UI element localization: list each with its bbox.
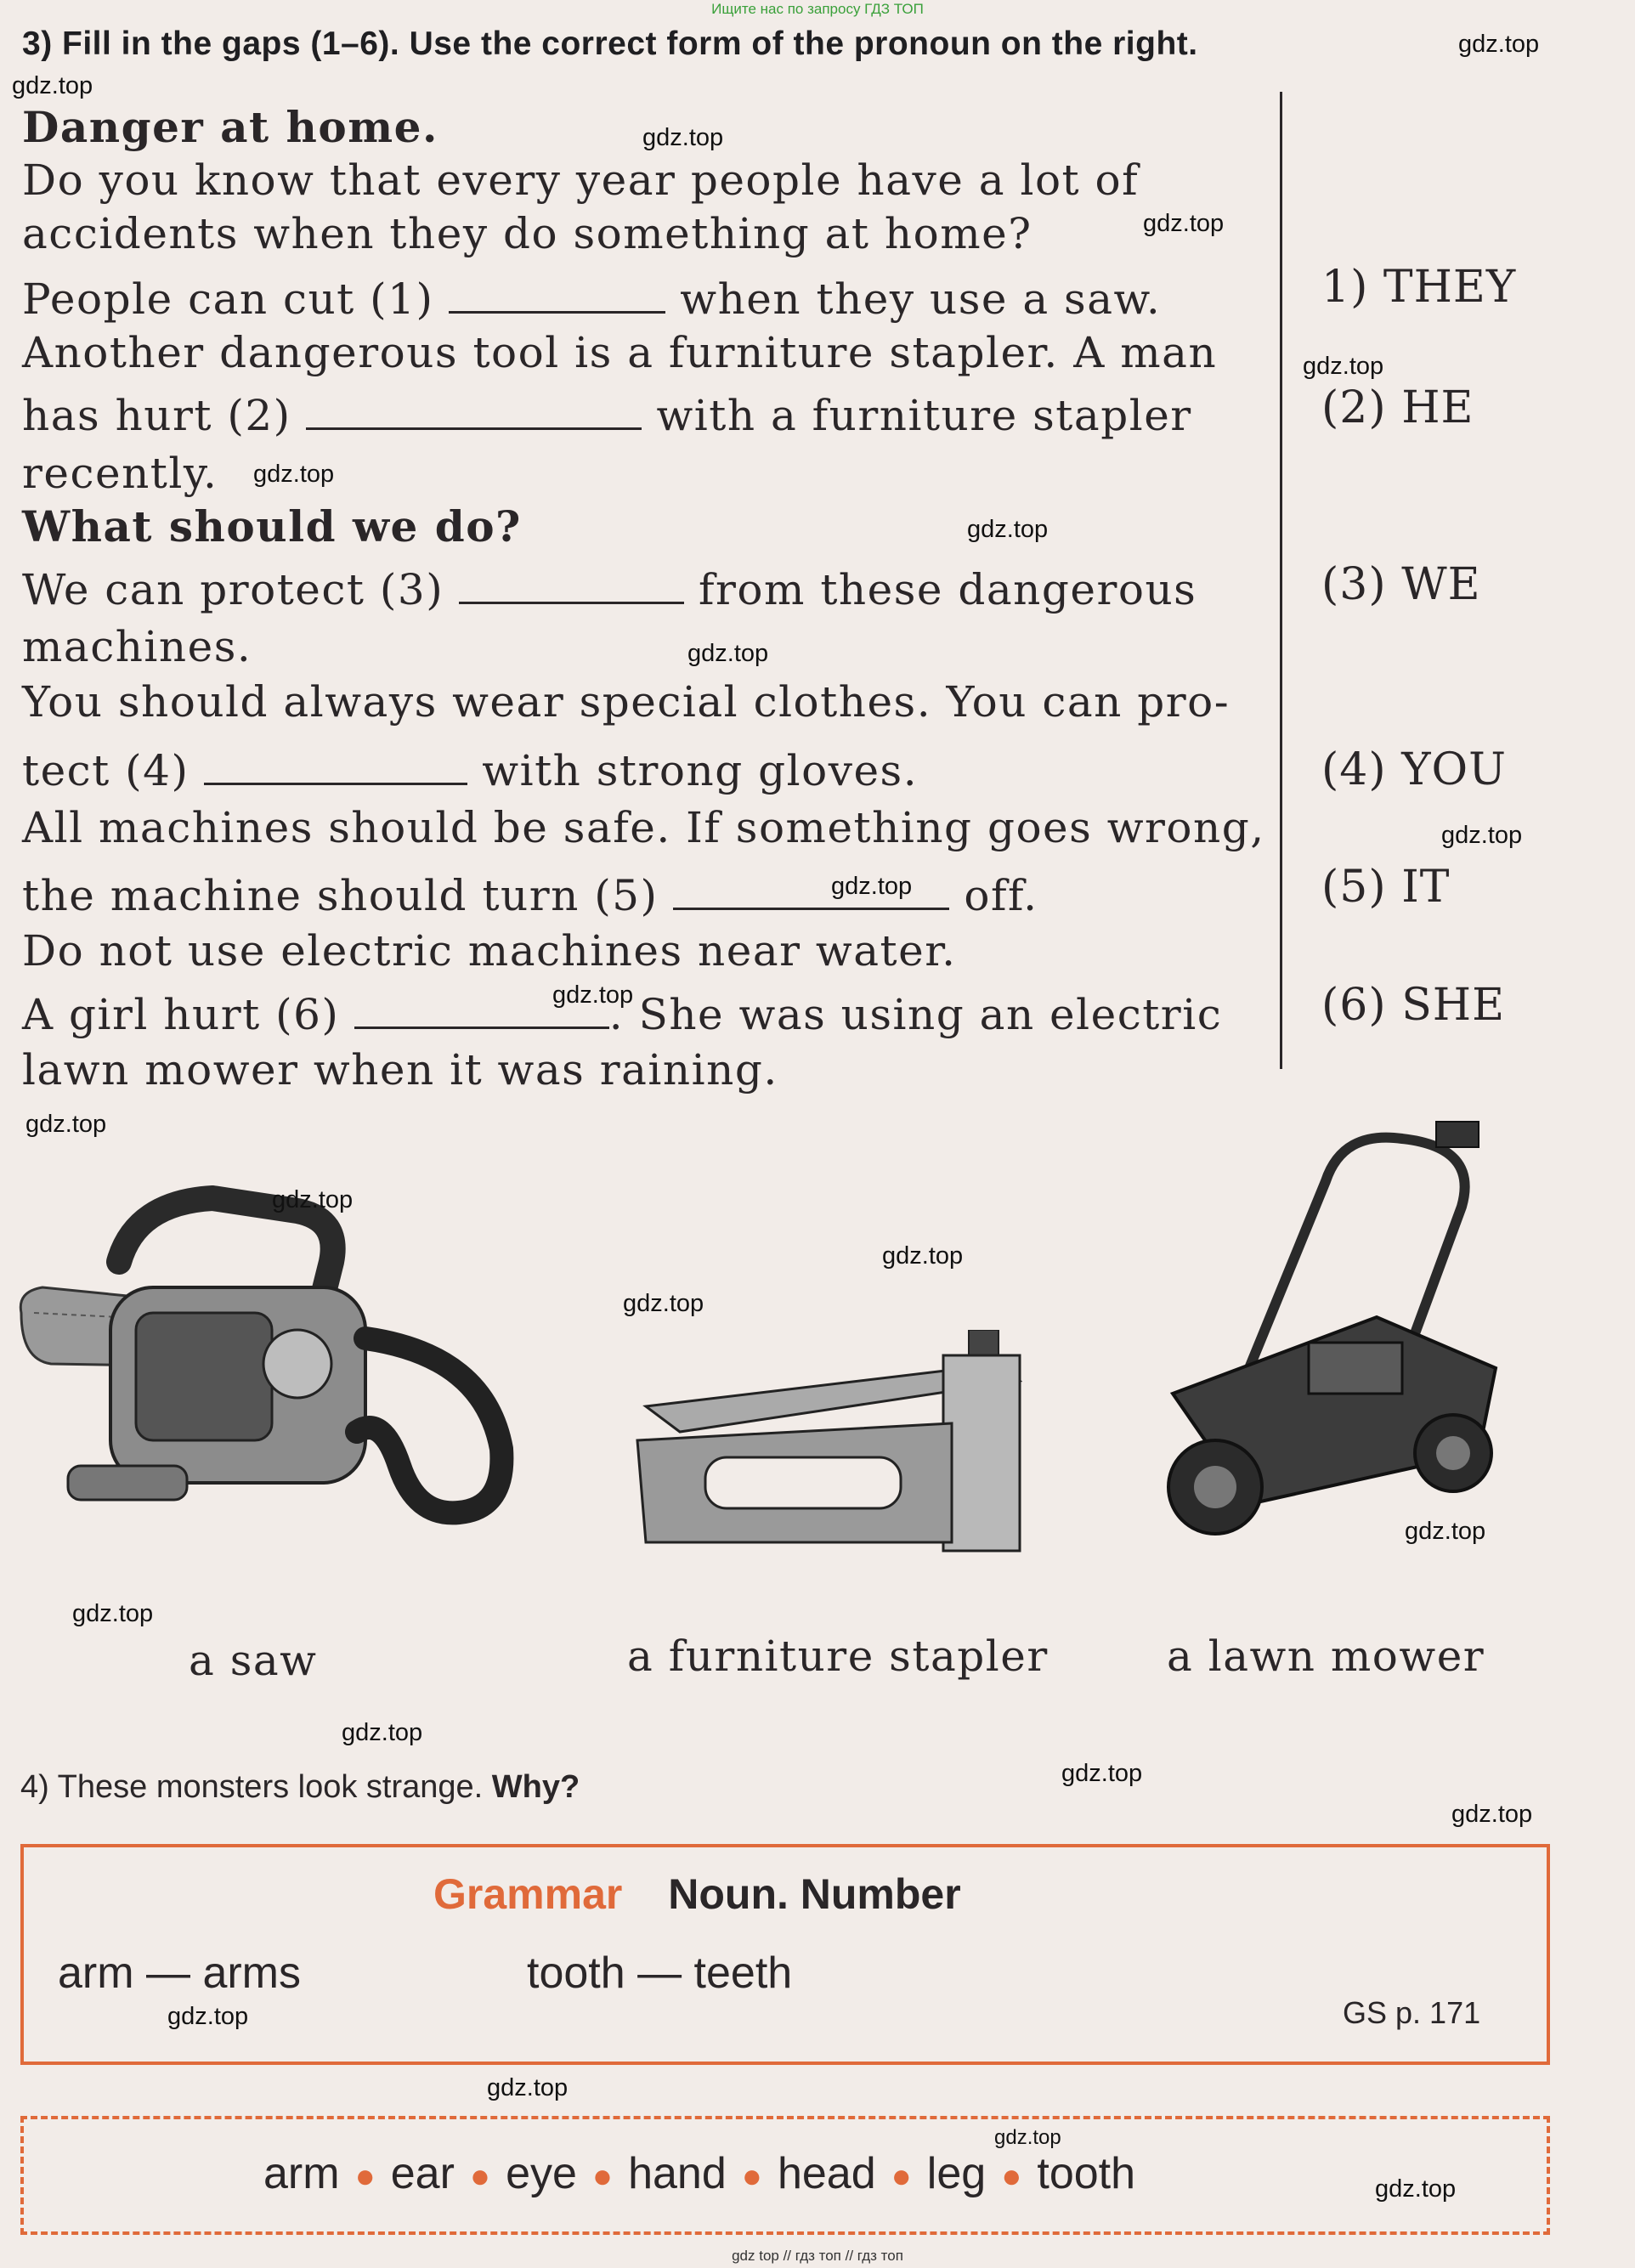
word-bank — [263, 2148, 1135, 2199]
bullet-icon: ● — [591, 2157, 614, 2195]
text-fragment: tect (4) — [22, 746, 204, 795]
text-line-5: Another dangerous tool is a furniture stapler. A man — [22, 328, 1218, 377]
caption-saw: a saw — [189, 1636, 318, 1685]
grammar-reference: GS p. 171 — [1343, 1995, 1481, 2030]
word-item: hand — [628, 2149, 727, 2198]
exercise-4-question — [20, 1769, 580, 1806]
watermark: gdz.top — [967, 516, 1049, 543]
top-banner[interactable]: Ищите нас по запросу ГДЗ ТОП — [711, 1, 924, 17]
gap-4-blank[interactable] — [204, 749, 467, 785]
text-line-3: accidents when they do something at home? — [22, 209, 1032, 258]
text-line-gap-2 — [22, 391, 1192, 440]
grammar-title — [433, 1869, 961, 1919]
word-item: eye — [506, 2149, 577, 2198]
watermark: gdz.top — [1441, 822, 1523, 849]
pronoun-1: 1) THEY — [1321, 262, 1517, 313]
text-fragment: off. — [948, 871, 1038, 920]
bullet-icon: ● — [891, 2157, 912, 2195]
exercise-4-why: Why? — [491, 1769, 580, 1805]
bullet-icon: ● — [1001, 2157, 1022, 2195]
exercise-4-text: 4) These monsters look strange. — [20, 1769, 484, 1805]
bottom-banner[interactable]: gdz top // гдз топ // гдз топ — [732, 2248, 903, 2264]
watermark: gdz.top — [1061, 1760, 1143, 1787]
word-item: arm — [263, 2149, 340, 2198]
text-line-13: All machines should be safe. If something goes wrong, — [22, 803, 1265, 852]
watermark: gdz.top — [272, 1186, 354, 1213]
text-fragment: when they use a saw. — [665, 274, 1162, 324]
watermark: gdz.top — [1451, 1801, 1533, 1828]
exercise-3-instruction: 3) Fill in the gaps (1–6). Use the correct form of the pronoun on the right. — [22, 25, 1198, 62]
stapler-illustration — [629, 1330, 1045, 1559]
watermark: gdz.top — [1405, 1518, 1486, 1545]
text-line-15: Do not use electric machines near water. — [22, 926, 957, 976]
gap-2-blank[interactable] — [306, 393, 642, 430]
grammar-label: Grammar — [433, 1870, 623, 1918]
bullet-icon: ● — [741, 2157, 762, 2195]
grammar-topic: Noun. Number — [668, 1870, 961, 1918]
watermark: gdz.top — [1458, 31, 1540, 58]
text-line-10: machines. — [22, 622, 252, 671]
watermark: gdz.top — [1143, 210, 1225, 237]
text-fragment: A girl hurt (6) — [22, 990, 354, 1039]
watermark: gdz.top — [167, 2003, 249, 2030]
text-line-7: recently. — [22, 449, 218, 498]
caption-mower: a lawn mower — [1167, 1632, 1485, 1681]
watermark: gdz.top — [1375, 2175, 1457, 2203]
text-fragment: from these dangerous — [683, 565, 1197, 614]
pronoun-2: (2) HE — [1321, 382, 1474, 433]
text-fragment: We can protect (3) — [22, 565, 459, 614]
watermark: gdz.top — [487, 2074, 569, 2101]
text-line-2: Do you know that every year people have a lot of — [22, 156, 1140, 205]
word-item: leg — [926, 2149, 987, 2198]
text-fragment: has hurt (2) — [22, 391, 307, 440]
lawn-mower-illustration — [1122, 1113, 1547, 1555]
text-subheading: What should we do? — [22, 501, 522, 551]
text-fragment: People can cut (1) — [22, 274, 449, 324]
gap-3-blank[interactable] — [459, 568, 684, 604]
pronoun-5: (5) IT — [1321, 862, 1451, 913]
caption-stapler: a furniture stapler — [627, 1632, 1049, 1681]
watermark: gdz.top — [12, 72, 93, 99]
watermark: gdz.top — [994, 2126, 1061, 2149]
pronoun-4: (4) YOU — [1321, 744, 1507, 795]
watermark: gdz.top — [552, 981, 634, 1009]
gap-1-blank[interactable] — [449, 277, 665, 314]
watermark: gdz.top — [342, 1719, 423, 1746]
chainsaw-illustration — [17, 1185, 518, 1559]
text-line-gap-3 — [22, 565, 1197, 614]
pronoun-6: (6) SHE — [1321, 980, 1506, 1031]
watermark: gdz.top — [642, 124, 724, 151]
grammar-example-2: tooth — teeth — [527, 1948, 793, 1998]
watermark: gdz.top — [1303, 353, 1384, 380]
text-fragment: . She was using an electric — [608, 990, 1223, 1039]
pronoun-3: (3) WE — [1321, 559, 1481, 610]
text-line-11: You should always wear special clothes. You can pro- — [22, 677, 1230, 727]
watermark: gdz.top — [25, 1111, 107, 1138]
watermark: gdz.top — [687, 640, 769, 667]
watermark: gdz.top — [882, 1242, 964, 1270]
watermark: gdz.top — [831, 873, 913, 900]
word-item: tooth — [1037, 2149, 1136, 2198]
text-line-17: lawn mower when it was raining. — [22, 1045, 778, 1094]
word-item: ear — [390, 2149, 455, 2198]
text-line-gap-1 — [22, 274, 1161, 324]
text-fragment: with strong gloves. — [467, 746, 919, 795]
bullet-icon: ● — [354, 2157, 376, 2195]
grammar-example-1: arm — arms — [58, 1948, 301, 1998]
bullet-icon: ● — [469, 2157, 491, 2195]
text-line-gap-4 — [22, 746, 918, 795]
text-fragment: the machine should turn (5) — [22, 871, 673, 920]
watermark: gdz.top — [72, 1600, 154, 1627]
watermark: gdz.top — [623, 1290, 704, 1317]
text-heading: Danger at home. — [22, 102, 438, 152]
word-item: head — [777, 2149, 876, 2198]
column-divider — [1280, 92, 1282, 1069]
text-fragment: with a furniture stapler — [642, 391, 1192, 440]
watermark: gdz.top — [253, 461, 335, 488]
